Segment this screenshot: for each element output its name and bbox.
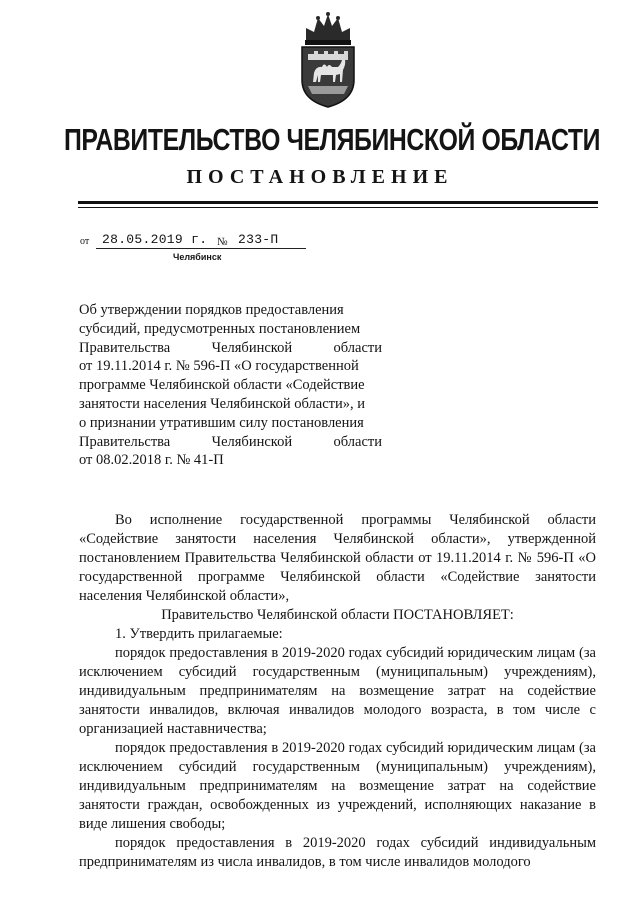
subject-word: Правительства xyxy=(79,339,171,356)
subject-line: от 08.02.2018 г. № 41-П xyxy=(79,452,224,469)
approved-order-2: порядок предоставления в 2019-2020 годах субсидий юридическим лицам (за исключением субсидий государственным (муниципальным) учреждениям), индивидуальным предпринимателям на возмещение затрат на содействие занятости граждан, освобожденных из учреждений, исполняющих наказание в виде лишения свободы; xyxy=(79,740,596,832)
subject-word: области xyxy=(333,339,382,356)
approved-order-1: порядок предоставления в 2019-2020 годах субсидий юридическим лицам (за исключением субсидий государственным (муниципальным) учреждениям), индивидуальным предпринимателям на возмещение затрат на содействие занятости инвалидов, включая инвалидов молодого возраста, в том числе с организацией наставничества; xyxy=(79,645,596,737)
subject-word: области xyxy=(333,433,382,450)
header-divider-thin xyxy=(78,207,598,208)
issue-date: 28.05.2019 г. xyxy=(102,232,208,247)
subject-word: Челябинской xyxy=(211,339,293,356)
date-underline xyxy=(96,248,216,249)
coat-of-arms-icon xyxy=(296,10,360,108)
subject-line xyxy=(79,339,382,358)
subject-line: о признании утратившим силу постановления xyxy=(79,414,364,431)
subject-line: субсидий, предусмотренных постановлением xyxy=(79,320,361,337)
document-subject xyxy=(79,301,382,470)
subject-word: Челябинской xyxy=(211,433,293,450)
subject-word: Правительства xyxy=(79,433,171,450)
number-label: № xyxy=(217,236,228,248)
subject-line xyxy=(79,433,382,452)
document-type-heading: ПОСТАНОВЛЕНИЕ xyxy=(186,166,454,188)
approved-order-3: порядок предоставления в 2019-2020 годах субсидий индивидуальным предпринимателям из числа инвалидов, в том числе инвалидов молодого xyxy=(79,835,596,870)
document-body xyxy=(79,511,596,872)
from-label: от xyxy=(80,236,90,247)
decree-statement: Правительство Челябинской области ПОСТАНОВЛЯЕТ: xyxy=(161,607,514,623)
issue-number: 233-П xyxy=(238,232,279,247)
preamble-paragraph: Во исполнение государственной программы Челябинской области «Содействие занятости населения Челябинской области», утвержденной постановлением Правительства Челябинской области от 19.11.2014 г. № 596-П «О государственной программе Челябинской области «Содействие занятости населения Челябинской области», xyxy=(79,512,596,604)
subject-line: занятости населения Челябинской области», и xyxy=(79,395,366,412)
item-1: 1. Утвердить прилагаемые: xyxy=(115,626,283,642)
number-underline xyxy=(216,248,306,249)
subject-line: от 19.11.2014 г. № 596-П «О государственной xyxy=(79,358,359,375)
government-title: ПРАВИТЕЛЬСТВО ЧЕЛЯБИНСКОЙ ОБЛАСТИ xyxy=(64,122,601,157)
subject-line: Об утверждении порядков предоставления xyxy=(79,302,344,318)
city-label: Челябинск xyxy=(173,252,222,262)
header-divider-thick xyxy=(78,201,598,204)
subject-line: программе Челябинской области «Содействие xyxy=(79,377,365,394)
